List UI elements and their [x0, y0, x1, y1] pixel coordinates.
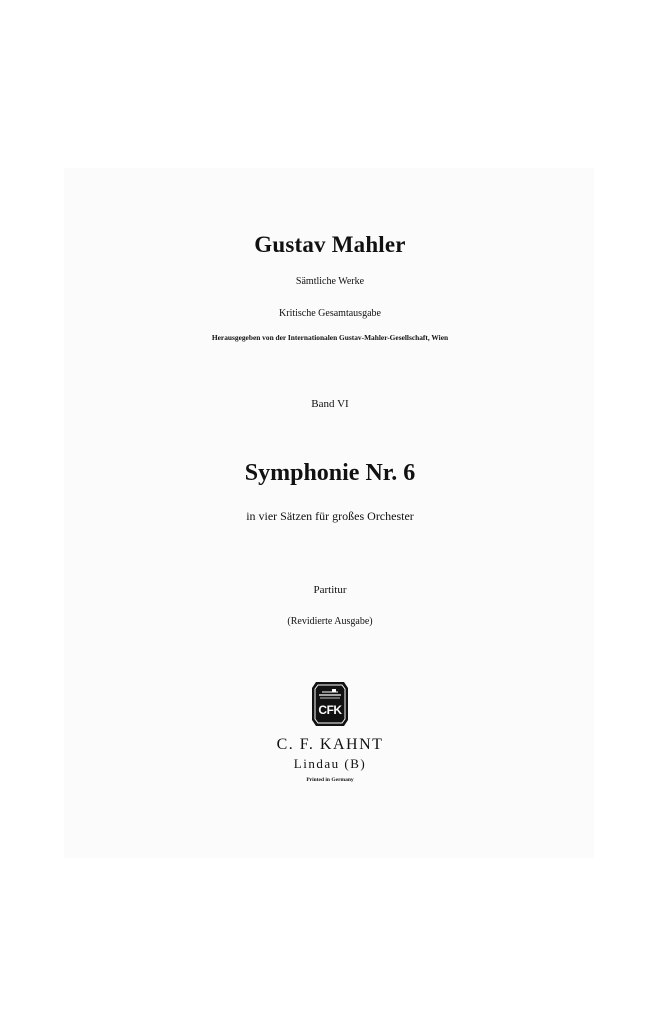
printed-note: Printed in Germany	[306, 777, 354, 783]
work-subtitle: in vier Sätzen für großes Orchester	[246, 509, 414, 523]
publisher-city: Lindau (B)	[293, 756, 367, 771]
publisher-logo-text: CFK	[318, 703, 342, 717]
series-title: Sämtliche Werke	[295, 276, 365, 287]
score-type: Partitur	[313, 584, 347, 596]
volume-label: Band VI	[311, 398, 349, 410]
editor-credit: Herausgegeben von der Internationalen Gustav-Mahler-Gesellschaft, Wien	[211, 333, 449, 342]
edition-title: Kritische Gesamtausgabe	[279, 308, 381, 319]
publisher-logo-icon	[310, 680, 350, 728]
composer-name: Gustav Mahler	[254, 232, 406, 257]
work-title: Symphonie Nr. 6	[244, 460, 416, 486]
publisher-name: C. F. KAHNT	[276, 736, 384, 753]
revision-note: (Revidierte Ausgabe)	[287, 616, 373, 627]
